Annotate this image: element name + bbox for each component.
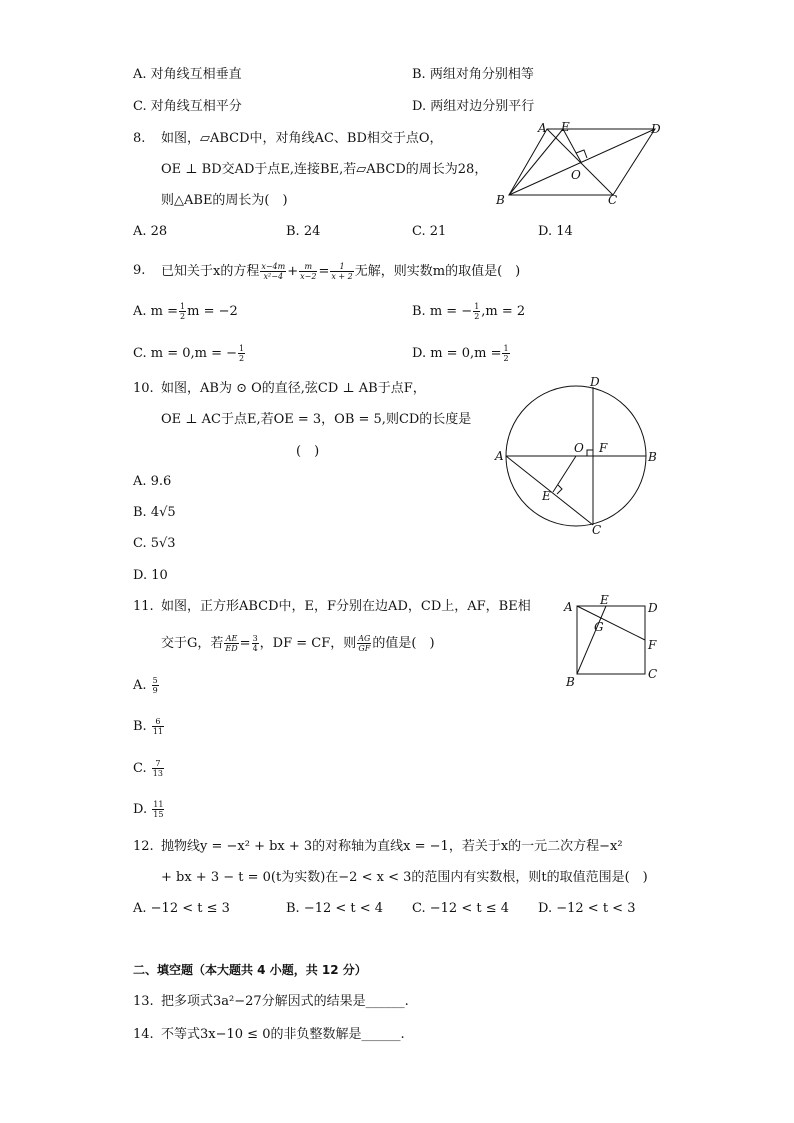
q9-b-fraction xyxy=(473,302,480,321)
q8-label-a: A xyxy=(538,121,547,135)
q10-label-d: D xyxy=(590,375,600,389)
q11-c-den: 13 xyxy=(152,769,163,778)
q9-fraction-3 xyxy=(330,262,353,281)
q10-answer-paren: ( ) xyxy=(296,444,320,459)
q8-option-c: C. 21 xyxy=(412,224,447,239)
q11-line2-end: 的值是( ) xyxy=(372,636,435,651)
q11-line2-post: ，DF = CF，则 xyxy=(259,636,357,651)
q8-label-e: E xyxy=(561,120,570,134)
q10-option-b: B. 4√5 xyxy=(133,505,176,520)
q11-f1-den: ED xyxy=(225,644,238,653)
q9-f3-numerator: 1 xyxy=(330,262,353,272)
q9-a-num: 1 xyxy=(180,302,186,311)
q10-label-o: O xyxy=(574,441,584,455)
q9-equals: = xyxy=(318,264,330,279)
q9-f1-denominator: x²−4 xyxy=(263,272,284,281)
q11-label-e: E xyxy=(600,593,609,607)
q11-label-a: A xyxy=(564,600,573,614)
q9-f2-numerator: m xyxy=(299,262,317,272)
q8-stem-line1: 如图，▱ABCD中，对角线AC、BD相交于点O， xyxy=(161,131,443,146)
q10-circle-figure xyxy=(490,370,670,540)
q11-option-c xyxy=(133,759,165,778)
q13-number: 13. xyxy=(133,994,154,1009)
q9-b-den: 2 xyxy=(474,312,480,321)
q9-c-den: 2 xyxy=(239,354,245,363)
q11-f2-num: 3 xyxy=(252,634,258,643)
q12-option-a: A. −12 < t ≤ 3 xyxy=(133,901,230,916)
q11-d-num: 11 xyxy=(153,800,164,809)
q12-option-d: D. −12 < t < 3 xyxy=(538,901,636,916)
q10-label-f: F xyxy=(599,441,608,455)
q11-option-a xyxy=(133,676,160,695)
q11-c-num: 7 xyxy=(152,759,164,769)
q11-f1-num: AE xyxy=(225,634,238,643)
q8-stem-line2: OE ⊥ BD交AD于点E,连接BE,若▱ABCD的周长为28， xyxy=(161,162,488,177)
q11-stem-line1: 如图，正方形ABCD中，E，F分别在边AD，CD上，AF，BE相 xyxy=(161,599,531,614)
q8-option-d: D. 14 xyxy=(538,224,573,239)
q9-f3-denominator: x + 2 xyxy=(331,272,353,281)
q10-label-a: A xyxy=(495,449,504,463)
q11-fraction-ag-gf xyxy=(357,634,371,653)
q11-d-den: 15 xyxy=(153,810,164,819)
q8-option-b: B. 24 xyxy=(286,224,321,239)
q8-label-c: C xyxy=(608,193,618,207)
q11-fraction-3-4 xyxy=(252,634,259,653)
q9-f2-denominator: x−2 xyxy=(300,272,317,281)
q8-label-o: O xyxy=(571,168,581,182)
q9-a-den: 2 xyxy=(180,312,186,321)
q11-d-label: D. xyxy=(133,802,148,817)
q11-f2-den: 4 xyxy=(252,644,258,653)
q11-fraction-ae-ed xyxy=(224,634,238,653)
q9-c-num: 1 xyxy=(239,344,245,353)
q10-number: 10. xyxy=(133,381,154,396)
q9-b-post: ,m = 2 xyxy=(481,304,526,319)
q9-number: 9. xyxy=(133,263,146,278)
q9-c-fraction xyxy=(238,344,245,363)
q11-option-d xyxy=(133,800,165,819)
q11-c-fraction xyxy=(152,759,164,778)
q12-option-c: C. −12 < t ≤ 4 xyxy=(412,901,509,916)
q14-number: 14. xyxy=(133,1027,154,1042)
q9-d-den: 2 xyxy=(503,354,509,363)
q9-option-b xyxy=(412,302,525,321)
q9-a-post: m = −2 xyxy=(187,304,238,319)
q9-a-pre: A. m = xyxy=(133,304,179,319)
q10-label-e: E xyxy=(542,489,551,503)
q8-number: 8. xyxy=(133,131,146,146)
q11-b-den: 11 xyxy=(152,727,164,736)
q10-option-d: D. 10 xyxy=(133,568,168,583)
section-title-fill-in: 二、填空题（本大题共 4 小题，共 12 分） xyxy=(133,963,367,977)
q11-label-g: G xyxy=(594,620,604,634)
q9-d-pre: D. m = 0,m = xyxy=(412,346,502,361)
q11-label-d: D xyxy=(648,601,658,615)
q9-option-d xyxy=(412,344,511,363)
q12-number: 12. xyxy=(133,839,154,854)
q8-label-b: B xyxy=(496,193,505,207)
q10-stem-line2: OE ⊥ AC于点E,若OE = 3，OB = 5,则CD的长度是 xyxy=(161,412,472,427)
q13-stem: 把多项式3a²−27分解因式的结果是______. xyxy=(161,994,409,1009)
q9-option-a xyxy=(133,302,238,321)
q11-square-figure xyxy=(560,595,670,690)
q11-d-fraction xyxy=(152,800,164,819)
q10-label-b: B xyxy=(648,450,657,464)
q10-option-c: C. 5√3 xyxy=(133,536,176,551)
q11-line2-pre: 交于G，若 xyxy=(161,636,224,651)
q7-option-b: B. 两组对角分别相等 xyxy=(412,67,534,82)
q11-a-num: 5 xyxy=(152,676,158,685)
q11-b-label: B. xyxy=(133,719,147,734)
q9-d-fraction xyxy=(502,344,509,363)
q7-option-c: C. 对角线互相平分 xyxy=(133,99,242,114)
q11-number: 11. xyxy=(133,599,154,614)
q8-stem-line3: 则△ABE的周长为( ) xyxy=(161,193,288,208)
q9-stem-pre: 已知关于x的方程 xyxy=(161,264,260,279)
q11-label-f: F xyxy=(648,638,657,652)
q11-b-num: 6 xyxy=(152,717,164,727)
q9-b-pre: B. m = − xyxy=(412,304,473,319)
q8-parallelogram-figure xyxy=(490,118,670,213)
q9-c-pre: C. m = 0,m = − xyxy=(133,346,238,361)
q11-label-b: B xyxy=(566,675,575,689)
q12-stem-line2: + bx + 3 − t = 0(t为实数)在−2 < x < 3的范围内有实数根，则t的取值范围是( ) xyxy=(161,870,648,885)
q11-c-label: C. xyxy=(133,761,147,776)
q9-stem-post: 无解，则实数m的取值是( ) xyxy=(354,264,521,279)
q9-a-fraction xyxy=(179,302,186,321)
q11-stem-line2 xyxy=(161,634,435,653)
q10-stem-line1: 如图，AB为 ⊙ O的直径,弦CD ⊥ AB于点F， xyxy=(161,381,426,396)
q8-label-d: D xyxy=(651,122,661,136)
q8-option-a: A. 28 xyxy=(133,224,168,239)
q9-stem xyxy=(161,262,520,281)
q11-f3-num: AG xyxy=(358,634,371,643)
q11-option-b xyxy=(133,717,165,736)
q11-f3-den: GF xyxy=(358,644,371,653)
q10-label-c: C xyxy=(592,523,602,537)
q12-option-b: B. −12 < t < 4 xyxy=(286,901,384,916)
q11-a-den: 9 xyxy=(152,686,158,695)
q12-stem-line1: 抛物线y = −x² + bx + 3的对称轴为直线x = −1，若关于x的一元二次方程−x² xyxy=(161,839,623,854)
q11-line2-mid: = xyxy=(239,636,251,651)
q11-a-label: A. xyxy=(133,678,147,693)
q9-fraction-2 xyxy=(299,262,317,281)
q11-label-c: C xyxy=(648,667,658,681)
q14-stem: 不等式3x−10 ≤ 0的非负整数解是______. xyxy=(161,1027,405,1042)
q11-b-fraction xyxy=(152,717,164,736)
q9-b-num: 1 xyxy=(474,302,480,311)
q11-a-fraction xyxy=(152,676,159,695)
q9-d-num: 1 xyxy=(503,344,509,353)
q9-fraction-1 xyxy=(260,262,286,281)
q9-plus: + xyxy=(287,264,299,279)
q10-option-a: A. 9.6 xyxy=(133,474,172,489)
q9-f1-numerator: x−4m xyxy=(261,262,286,271)
q7-option-d: D. 两组对边分别平行 xyxy=(412,99,535,114)
q9-option-c xyxy=(133,344,246,363)
q7-option-a: A. 对角线互相垂直 xyxy=(133,67,242,82)
